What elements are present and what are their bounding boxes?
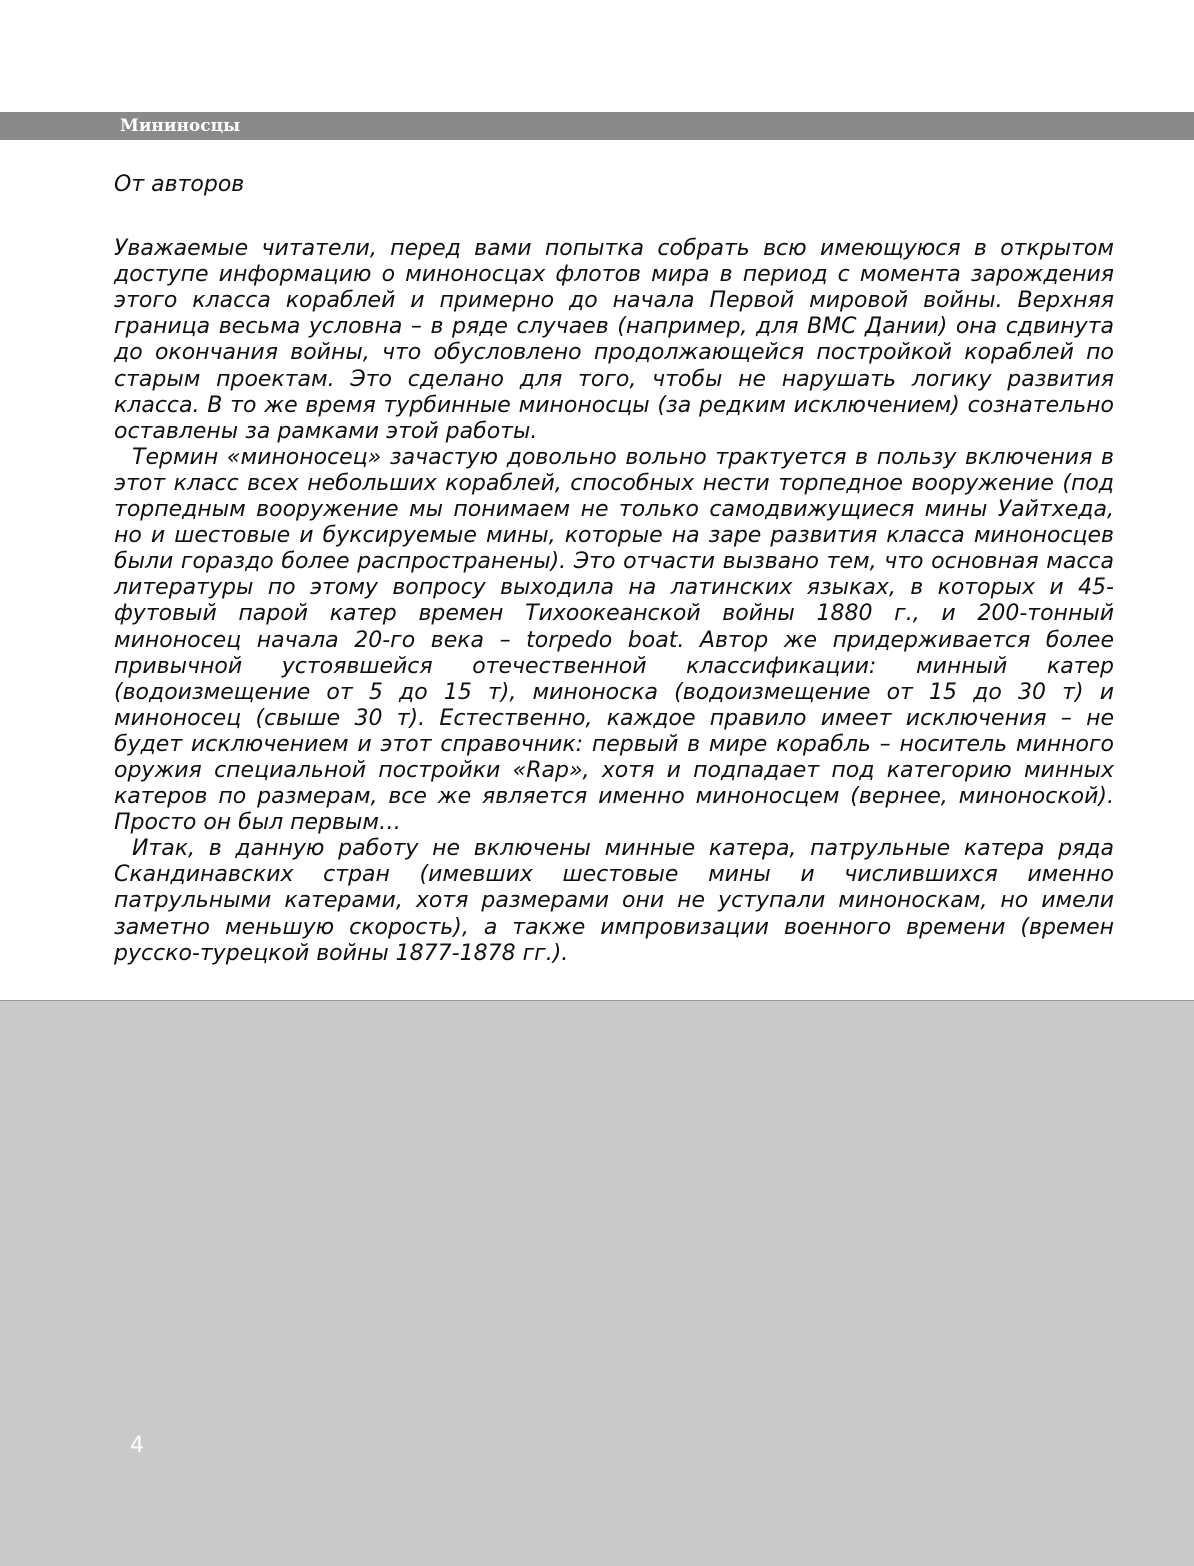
running-header-title: Мининосцы <box>120 116 241 136</box>
harbour-photo-placeholder <box>0 1000 1194 1566</box>
paragraph-1: Уважаемые читатели, перед вами попытка собрать всю имеющуюся в открытом доступе информацию о миноносцах флотов мира в период с момента зарождения этого класса кораблей и примерно до начала Первой мировой войны. Верхняя граница весьма условна – в ряде случаев (например, для ВМС Дании) она сдвинута до окончания войны, что обусловлено продолжающейся постройкой кораблей по старым проектам. Это сделано для того, чтобы не нарушать логику развития класса. В то же время турбинные миноносцы (за редким исключением) сознательно оставлены за рамками этой работы. <box>114 236 1114 444</box>
section-heading: От авторов <box>114 172 245 197</box>
running-header-bar <box>0 112 1194 140</box>
page-number: 4 <box>130 1433 144 1458</box>
paragraph-3: Итак, в данную работу не включены минные катера, патрульные катера ряда Скандинавских стран (имевших шестовые мины и числившихся именно патрульными катерами, хотя размерами они не уступали миноноскам, но имели заметно меньшую скорость), а также импровизации военного времени (времен русско-турецкой войны 1877-1878 гг.). <box>114 836 1114 966</box>
article-body <box>114 172 1114 967</box>
paragraph-2: Термин «миноносец» зачастую довольно вольно трактуется в пользу включения в этот класс всех небольших кораблей, способных нести торпедное вооружение (под торпедным вооружение мы понимаем не только самодвижущиеся мины Уайтхеда, но и шестовые и буксируемые мины, которые на заре развития класса миноносцев были гораздо более распространены). Это отчасти вызвано тем, что основная масса литературы по этому вопросу выходила на латинских языках, в которых и 45-футовый парой катер времен Тихоокеанской войны 1880 г., и 200-тонный миноносец начала 20-го века – torpedo boat. Автор же придерживается более привычной устоявшейся отечественной классификации: минный катер (водоизмещение от 5 до 15 т), миноноска (водоизмещение от 15 до 30 т) и миноносец (свыше 30 т). Естественно, каждое правило имеет исключения – не будет исключением и этот справочник: первый в мире корабль – носитель минного оружия специальной постройки «Rap», хотя и подпадает под категорию минных катеров по размерам, все же является именно миноносцем (вернее, миноноской). Просто он был первым… <box>114 444 1114 836</box>
